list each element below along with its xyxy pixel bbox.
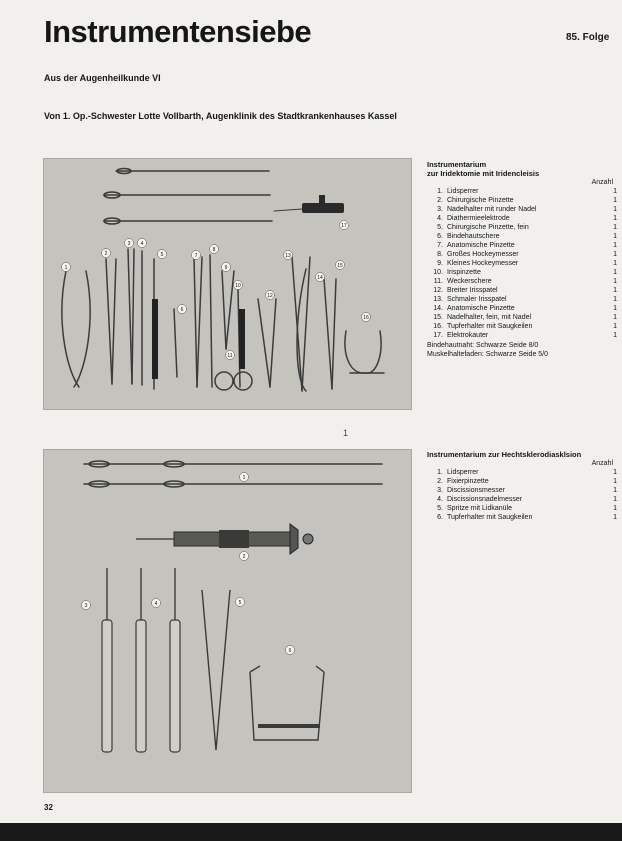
item-number: 6. — [437, 233, 443, 240]
quantity-header: Anzahl — [591, 179, 613, 186]
item-quantity: 1 — [613, 496, 617, 503]
item-number: 1. — [437, 469, 443, 476]
photo-marker-label: 2 — [104, 250, 108, 257]
margin-mark: 1 — [343, 428, 349, 438]
instrument-list — [427, 468, 617, 522]
item-number: 7. — [437, 242, 443, 249]
list-item — [427, 477, 617, 486]
photo-marker-label: 4 — [154, 600, 158, 607]
list-item — [427, 322, 617, 331]
item-quantity: 1 — [613, 287, 617, 294]
photo-marker-label: 6 — [288, 647, 292, 654]
item-number: 1. — [437, 188, 443, 195]
item-quantity: 1 — [613, 478, 617, 485]
list-item — [427, 232, 617, 241]
list-subheading: zur Iridektomie mit Iridencleisis — [427, 169, 540, 178]
item-quantity: 1 — [613, 487, 617, 494]
photo-marker-label: 8 — [212, 246, 216, 253]
quantity-header: Anzahl — [591, 460, 613, 467]
item-number: 10. — [433, 269, 443, 276]
item-quantity: 1 — [613, 197, 617, 204]
item-number: 11. — [433, 278, 443, 285]
item-name: Kleines Hockeymesser — [447, 260, 519, 267]
list-item — [427, 495, 617, 504]
item-number: 14. — [433, 305, 443, 312]
item-quantity: 1 — [613, 206, 617, 213]
item-quantity: 1 — [613, 314, 617, 321]
item-name: Anatomische Pinzette — [447, 305, 515, 312]
item-quantity: 1 — [613, 514, 617, 521]
photo-marker-label: 4 — [140, 240, 144, 247]
list-item — [427, 486, 617, 495]
list-item — [427, 504, 617, 513]
list-item — [427, 187, 617, 196]
item-number: 5. — [437, 505, 443, 512]
suture-note: Bindehautnaht: Schwarze Seide 8/0 — [427, 342, 539, 349]
photo-marker-label: 5 — [238, 599, 242, 606]
page-number: 32 — [44, 803, 53, 812]
list-item — [427, 250, 617, 259]
list-item — [427, 295, 617, 304]
item-quantity: 1 — [613, 188, 617, 195]
list-item — [427, 468, 617, 477]
item-quantity: 1 — [613, 224, 617, 231]
item-number: 3. — [437, 487, 443, 494]
instrument-list-discission — [427, 450, 617, 522]
photo-marker-label: 3 — [127, 240, 131, 247]
photo-marker-label: 9 — [224, 264, 228, 271]
item-name: Diathermieelektrode — [447, 215, 510, 222]
list-item — [427, 205, 617, 214]
suture-note: Muskelhaltefaden: Schwarze Seide 5/0 — [427, 351, 549, 358]
item-number: 15. — [433, 314, 443, 321]
list-item — [427, 223, 617, 232]
item-name: Irispinzette — [447, 269, 481, 276]
item-quantity: 1 — [613, 296, 617, 303]
photo-marker-label: 1 — [64, 264, 68, 271]
list-item — [427, 277, 617, 286]
list-item — [427, 513, 617, 522]
item-name: Spritze mit Lidkanüle — [447, 505, 512, 512]
item-number: 5. — [437, 224, 443, 231]
item-name: Discissionsmesser — [447, 487, 505, 494]
item-name: Anatomische Pinzette — [447, 242, 515, 249]
photo-marker-label: 15 — [337, 262, 343, 269]
item-quantity: 1 — [613, 323, 617, 330]
photo-marker-label: 16 — [363, 314, 369, 321]
list-heading: Instrumentarium — [427, 160, 487, 169]
photo-marker-label: 7 — [194, 252, 198, 259]
item-name: Nadelhalter mit runder Nadel — [447, 206, 537, 213]
item-name: Chirurgische Pinzette, fein — [447, 224, 529, 231]
instrument-list — [427, 187, 617, 340]
list-item — [427, 268, 617, 277]
series-number: 85. Folge — [566, 32, 610, 43]
item-quantity: 1 — [613, 332, 617, 339]
list-item — [427, 313, 617, 322]
item-quantity: 1 — [613, 305, 617, 312]
page-title: Instrumentensiebe — [44, 14, 312, 49]
item-number: 2. — [437, 478, 443, 485]
item-quantity: 1 — [613, 469, 617, 476]
photo-marker-label: 11 — [227, 352, 233, 359]
item-name: Lidsperrer — [447, 469, 479, 476]
photo-marker-label: 3 — [84, 602, 88, 609]
photo-marker-label: 17 — [341, 222, 347, 229]
item-name: Tupferhalter mit Saugkeilen — [447, 323, 533, 330]
item-number: 8. — [437, 251, 443, 258]
photo-marker-label: 10 — [235, 282, 241, 289]
item-quantity: 1 — [613, 215, 617, 222]
item-number: 16. — [433, 323, 443, 330]
photo-marker-label: 13 — [285, 252, 291, 259]
photo-marker-label: 12 — [267, 292, 273, 299]
item-name: Schmaler Irisspatel — [447, 296, 507, 303]
list-item — [427, 286, 617, 295]
photo-marker-label: 6 — [180, 306, 184, 313]
item-quantity: 1 — [613, 269, 617, 276]
item-number: 2. — [437, 197, 443, 204]
photo-marker-label: 1 — [242, 474, 246, 481]
item-number: 13. — [433, 296, 443, 303]
list-item — [427, 331, 617, 340]
item-name: Fixierpinzette — [447, 478, 489, 485]
item-quantity: 1 — [613, 242, 617, 249]
list-item — [427, 304, 617, 313]
item-quantity: 1 — [613, 505, 617, 512]
list-item — [427, 241, 617, 250]
list-item — [427, 196, 617, 205]
list-item — [427, 259, 617, 268]
item-number: 3. — [437, 206, 443, 213]
photo-marker-label: 2 — [242, 553, 246, 560]
item-name: Bindehautschere — [447, 233, 500, 240]
instrument-photo-iridectomy — [43, 158, 412, 410]
scan-edge — [0, 823, 622, 841]
item-name: Discissionsnadelmesser — [447, 496, 523, 503]
item-number: 4. — [437, 215, 443, 222]
series-title: Aus der Augenheilkunde VI — [44, 73, 161, 83]
photo-marker-label: 14 — [317, 274, 323, 281]
instrument-photo-discission — [43, 449, 412, 793]
item-name: Chirurgische Pinzette — [447, 197, 514, 204]
item-number: 4. — [437, 496, 443, 503]
list-heading: Instrumentarium zur Hechtsklerodiasklsion — [427, 450, 582, 459]
item-number: 6. — [437, 514, 443, 521]
item-name: Weckerschere — [447, 278, 492, 285]
author-byline: Von 1. Op.-Schwester Lotte Vollbarth, Augenklinik des Stadtkrankenhauses Kassel — [44, 111, 397, 121]
item-name: Elektrokauter — [447, 332, 489, 339]
item-quantity: 1 — [613, 251, 617, 258]
item-name: Nadelhalter, fein, mit Nadel — [447, 314, 532, 321]
item-name: Breiter Irisspatel — [447, 287, 498, 294]
item-quantity: 1 — [613, 278, 617, 285]
item-quantity: 1 — [613, 233, 617, 240]
list-item — [427, 214, 617, 223]
item-number: 9. — [437, 260, 443, 267]
photo-marker-label: 5 — [160, 251, 164, 258]
item-name: Tupferhalter mit Saugkeilen — [447, 514, 533, 521]
instrument-list-iridectomy — [427, 160, 617, 359]
item-name: Großes Hockeymesser — [447, 251, 519, 258]
item-number: 12. — [433, 287, 443, 294]
item-number: 17. — [433, 332, 443, 339]
item-quantity: 1 — [613, 260, 617, 267]
item-name: Lidsperrer — [447, 188, 479, 195]
